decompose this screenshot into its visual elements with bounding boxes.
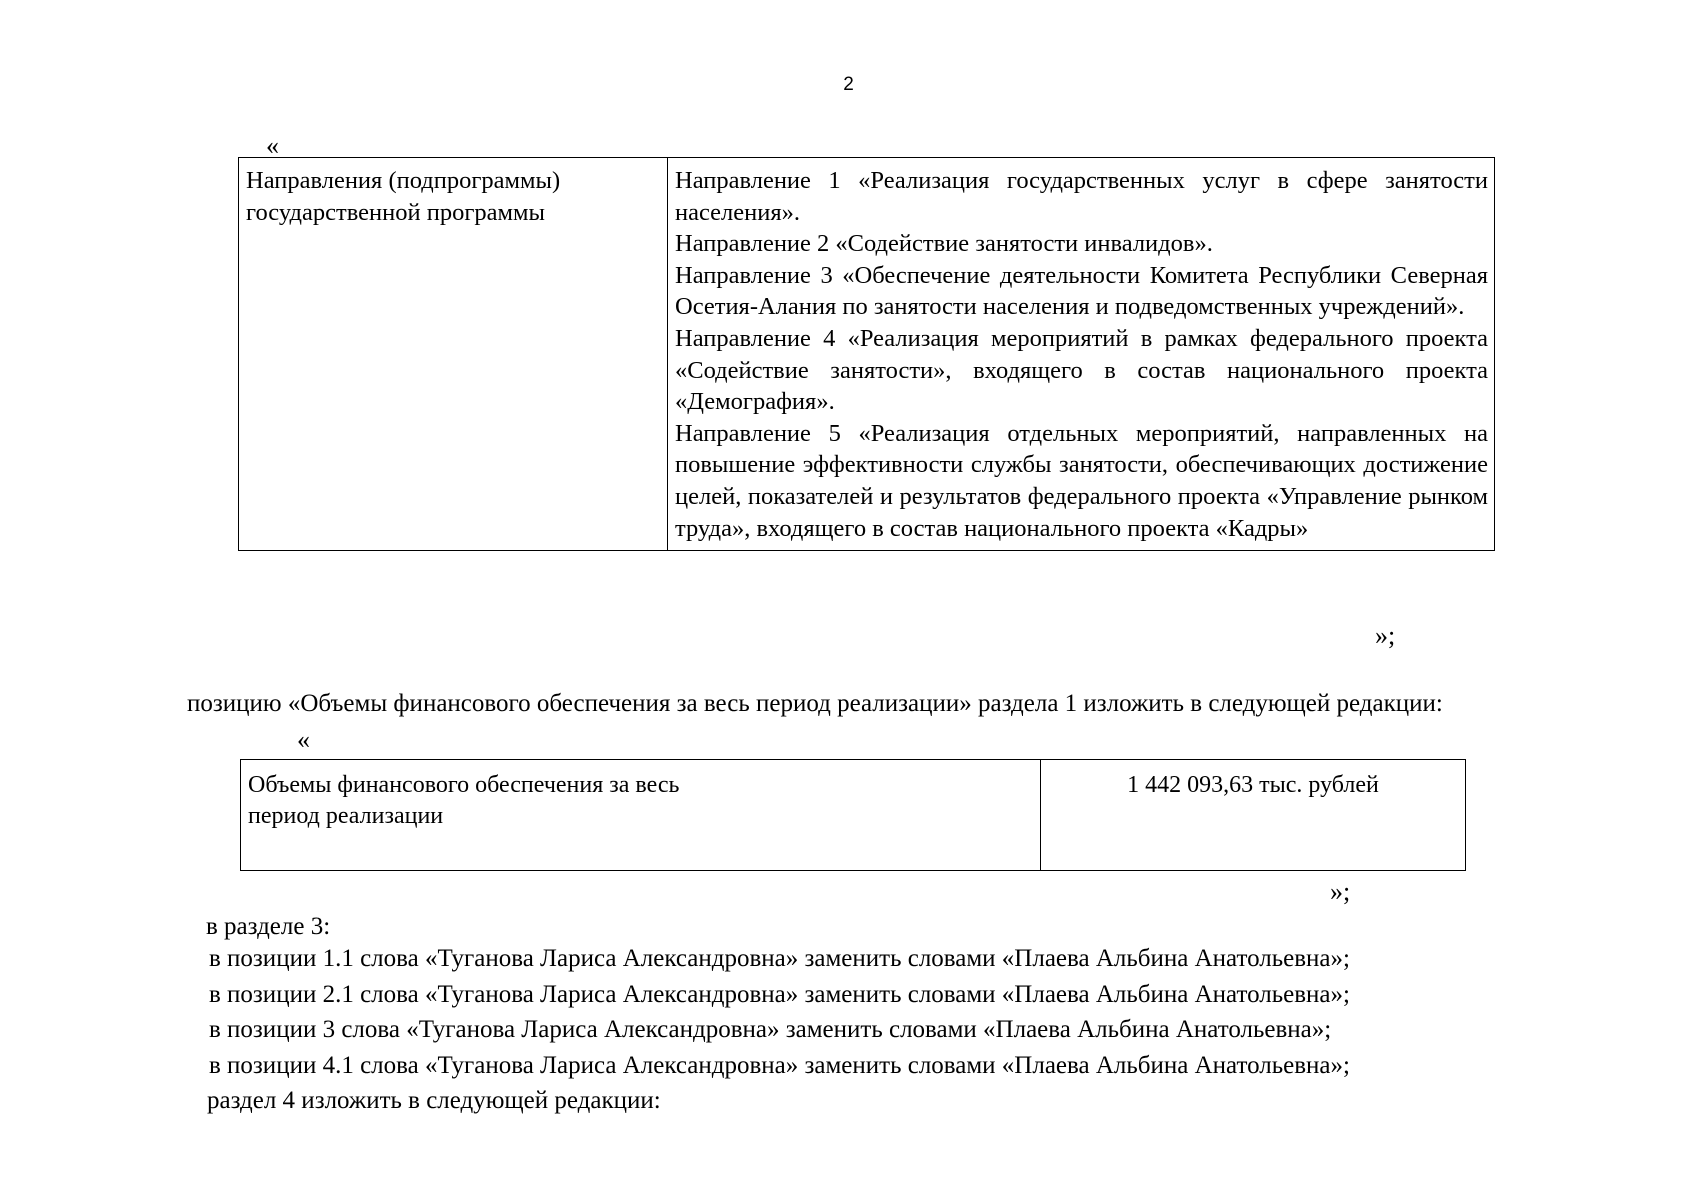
financing-value-cell — [1041, 760, 1466, 871]
section3-item: в позиции 4.1 слова «Туганова Лариса Александровна» заменить словами «Плаева Альбина Анатольевна»; — [209, 1052, 1350, 1079]
direction-item: Направление 4 «Реализация мероприятий в рамках федерального проекта «Содействие занятости», входящего в состав национального проекта «Демография». — [675, 324, 1488, 416]
financing-label-cell — [241, 760, 1041, 871]
financing-instruction: позицию «Объемы финансового обеспечения за весь период реализации» раздела 1 изложить в следующей редакции: — [187, 690, 1443, 717]
table-row — [241, 760, 1466, 871]
opening-quote: « — [297, 725, 310, 754]
financing-value: 1 442 093,63 тыс. рублей — [1127, 772, 1379, 798]
closing-quote: »; — [1375, 621, 1396, 650]
table-row — [239, 158, 1495, 551]
financing-label-line: период реализации — [248, 803, 444, 829]
page-number: 2 — [843, 74, 854, 95]
direction-item: Направление 3 «Обеспечение деятельности Комитета Республики Северная Осетия-Алания по занятости населения и подведомственных учреждений». — [675, 261, 1488, 321]
financing-label-line: Объемы финансового обеспечения за весь — [248, 772, 680, 798]
directions-label-cell — [239, 158, 668, 551]
directions-table — [238, 157, 1495, 551]
section3-intro: в разделе 3: — [206, 913, 331, 940]
section3-item: в позиции 2.1 слова «Туганова Лариса Александровна» заменить словами «Плаева Альбина Анатольевна»; — [209, 981, 1350, 1008]
section4-instruction: раздел 4 изложить в следующей редакции: — [207, 1087, 661, 1114]
directions-label: Направления (подпрограммы) государственной программы — [246, 167, 561, 226]
direction-item: Направление 5 «Реализация отдельных мероприятий, направленных на повышение эффективности службы занятости, обеспечивающих достижение целей, показателей и результатов федерального проекта «Управление рынком труда», входящего в состав национального проекта «Кадры» — [675, 419, 1488, 542]
direction-item: Направление 2 «Содействие занятости инвалидов». — [675, 230, 1213, 258]
opening-quote: « — [266, 131, 279, 160]
closing-quote: »; — [1330, 877, 1351, 906]
directions-list-cell — [668, 158, 1495, 551]
direction-item: Направление 1 «Реализация государственных услуг в сфере занятости населения». — [675, 167, 1488, 226]
section3-item: в позиции 3 слова «Туганова Лариса Александровна» заменить словами «Плаева Альбина Анатольевна»; — [209, 1016, 1332, 1043]
section3-item: в позиции 1.1 слова «Туганова Лариса Александровна» заменить словами «Плаева Альбина Анатольевна»; — [209, 945, 1350, 972]
financing-table — [240, 759, 1466, 871]
